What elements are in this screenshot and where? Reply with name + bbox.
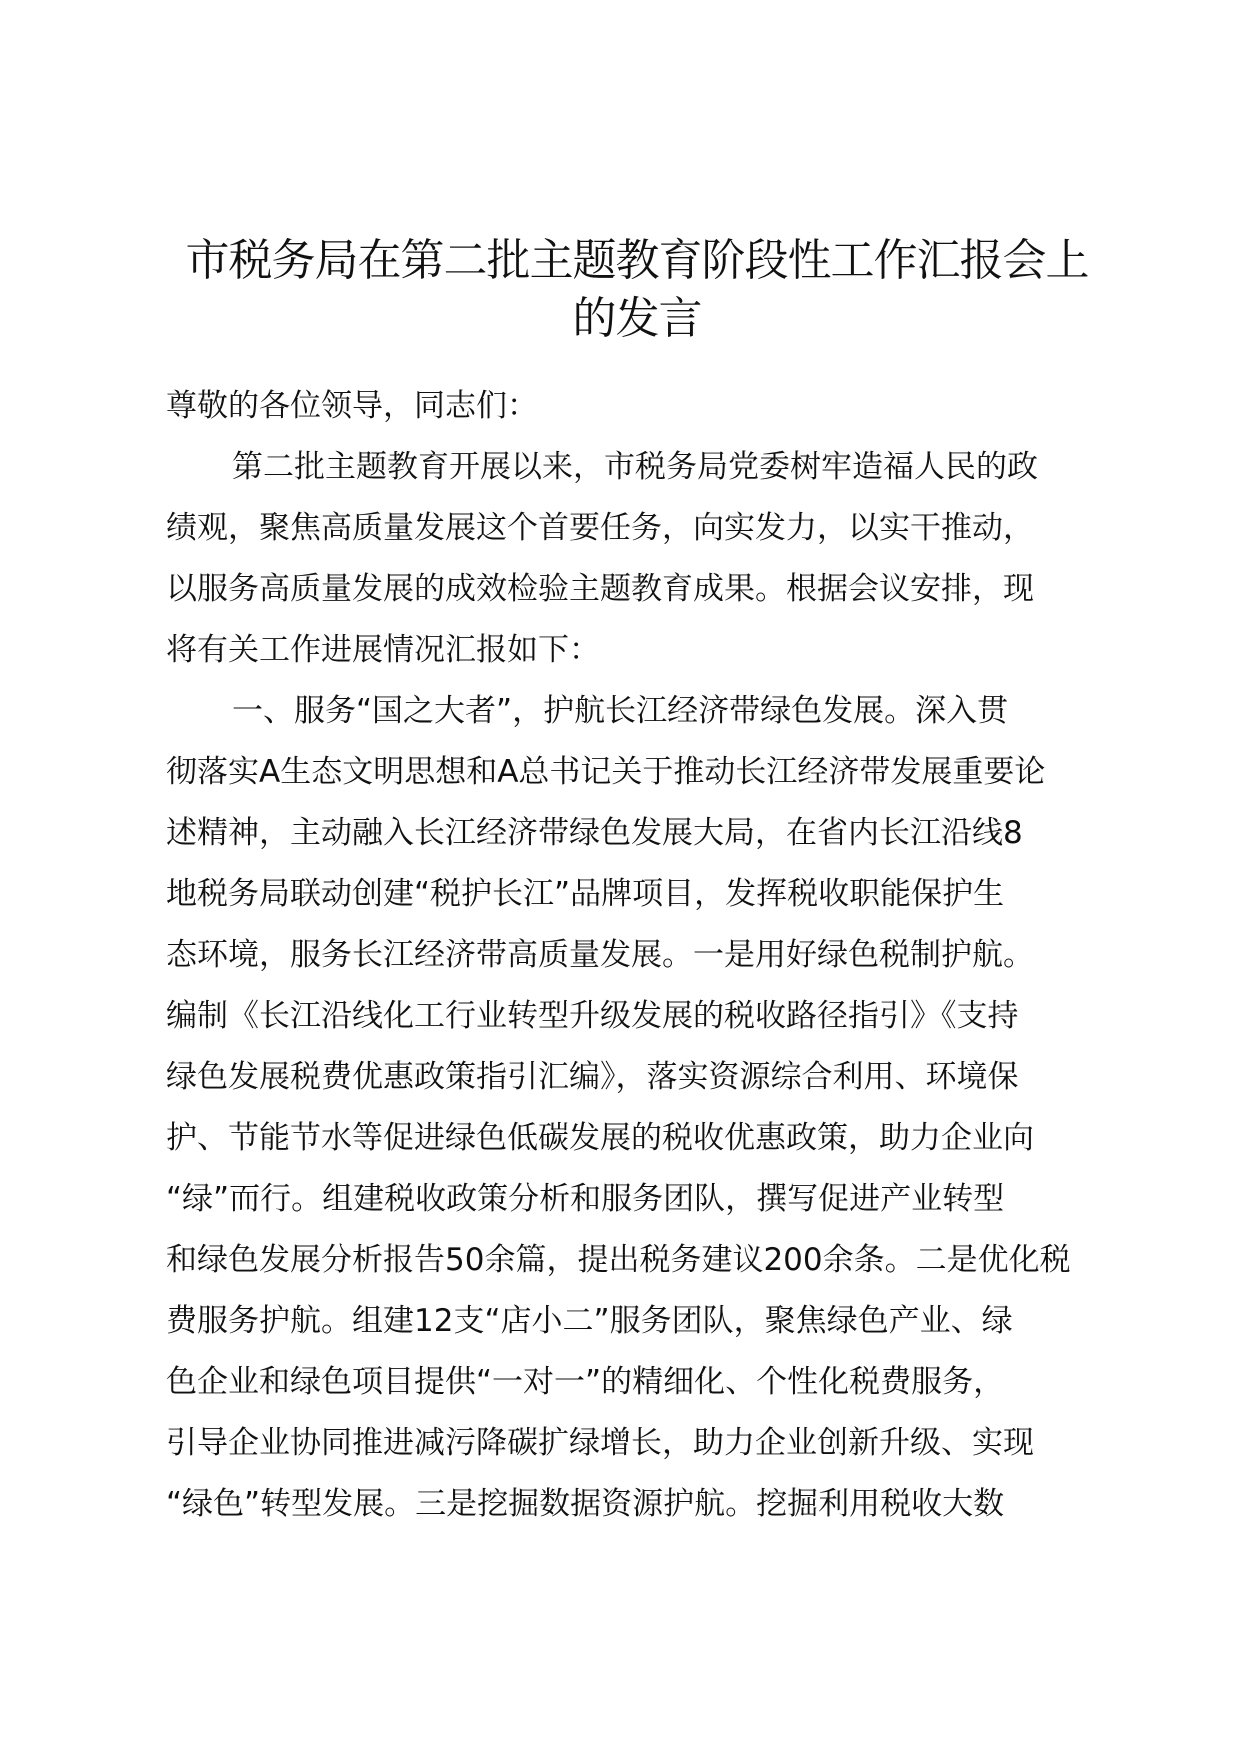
paragraph-line: 一、服务“国之大者”，护航长江经济带绿色发展。深入贯	[232, 693, 1009, 729]
paragraph-line: 地税务局联动创建“税护长江”品牌项目，发挥税收职能保护生	[166, 876, 1005, 912]
title-line-2: 的发言	[572, 293, 702, 344]
paragraph-line: 彻落实A生态文明思想和A总书记关于推动长江经济带发展重要论	[166, 754, 1046, 790]
paragraph-line: 费服务护航。组建12支“店小二”服务团队，聚焦绿色产业、绿	[166, 1303, 1013, 1339]
paragraph-line: 和绿色发展分析报告50余篇，提出税务建议200余条。二是优化税	[166, 1242, 1071, 1278]
paragraph-line: 绩观，聚焦高质量发展这个首要任务，向实发力，以实干推动，	[166, 510, 1034, 546]
paragraph-line: 态环境，服务长江经济带高质量发展。一是用好绿色税制护航。	[166, 937, 1034, 973]
paragraph-line: 色企业和绿色项目提供“一对一”的精细化、个性化税费服务，	[166, 1364, 1005, 1400]
document-body	[166, 376, 1126, 1535]
paragraph-line: 护、节能节水等促进绿色低碳发展的税收优惠政策，助力企业向	[166, 1120, 1034, 1156]
paragraph-line: “绿”而行。组建税收政策分析和服务团队，撰写促进产业转型	[166, 1181, 1005, 1217]
paragraph-line: 以服务高质量发展的成效检验主题教育成果。根据会议安排，现	[166, 571, 1034, 607]
paragraph-line: 编制《长江沿线化工行业转型升级发展的税收路径指引》《支持	[166, 998, 1019, 1034]
paragraph-line: 述精神，主动融入长江经济带绿色发展大局，在省内长江沿线8	[166, 815, 1023, 851]
paragraph-intro	[166, 437, 1126, 681]
paragraph-line: 绿色发展税费优惠政策指引汇编》，落实资源综合利用、环境保	[166, 1059, 1019, 1095]
title-line-1: 市税务局在第二批主题教育阶段性工作汇报会上	[185, 235, 1089, 286]
document-title	[140, 232, 1134, 348]
paragraph-line: 将有关工作进展情况汇报如下：	[166, 632, 600, 668]
paragraph-line: 引导企业协同推进减污降碳扩绿增长，助力企业创新升级、实现	[166, 1425, 1034, 1461]
paragraph-line: 第二批主题教育开展以来，市税务局党委树牢造福人民的政	[232, 449, 1038, 485]
paragraph-section-one	[166, 681, 1126, 1535]
salutation: 尊敬的各位领导，同志们：	[166, 388, 538, 424]
paragraph-line: “绿色”转型发展。三是挖掘数据资源护航。挖掘利用税收大数	[166, 1486, 1005, 1522]
